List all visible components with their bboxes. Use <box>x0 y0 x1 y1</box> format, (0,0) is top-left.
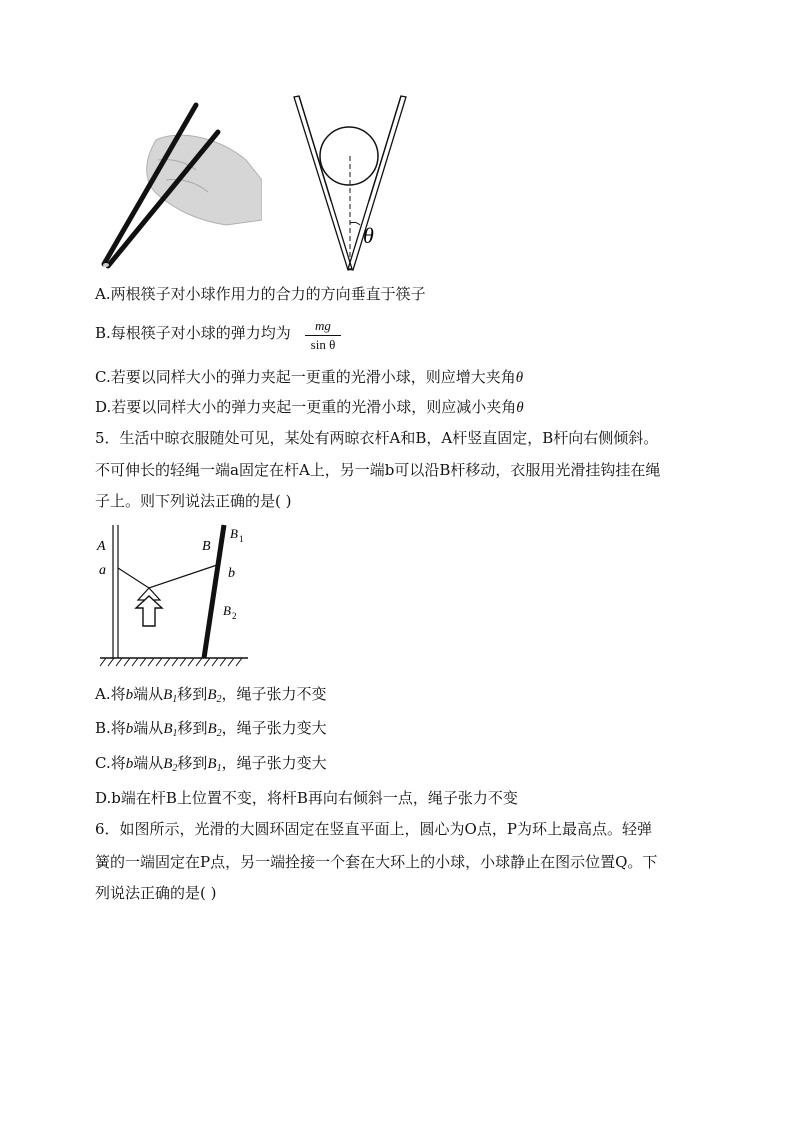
q6-number: 6． <box>95 820 120 838</box>
rope <box>118 564 220 588</box>
q6-stem-line-2: 簧的一端固定在P点，另一端拴接一个套在大环上的小球，小球静止在图示位置Q。下 <box>95 853 658 871</box>
q6-stem-line-1: 6．如图所示，光滑的大圆环固定在竖直平面上，圆心为O点，P为环上最高点。轻弹 <box>95 820 652 838</box>
svg-text:1: 1 <box>239 534 244 544</box>
q5-stem-line-3: 子上。则下列说法正确的是( ) <box>95 492 292 510</box>
q5-stem-line-2: 不可伸长的轻绳一端a固定在杆A上，另一端b可以沿B杆移动，衣服用光滑挂钩挂在绳 <box>95 461 661 479</box>
q4-option-b: B.每根筷子对小球的弹力均为 <box>95 324 291 342</box>
q5-option-b: B.将b端从$B_1$移到$B_2$，绳子张力变大 <box>95 719 327 739</box>
q4-option-b-fraction: mg sin θ <box>303 318 343 353</box>
q5-stem-line-1: 5．生活中晾衣服随处可见，某处有两晾衣杆A和B，A杆竖直固定，B杆向右侧倾斜。 <box>95 429 659 447</box>
svg-text:A: A <box>97 539 106 554</box>
clothesline-diagram <box>92 520 252 668</box>
q4-option-c: C.若要以同样大小的弹力夹起一更重的光滑小球，则应增大夹角θ <box>95 368 524 386</box>
chopsticks-hand-photo <box>96 100 262 272</box>
q5-option-a: A.将b端从$B_1$移到$B_2$，绳子张力不变 <box>95 685 327 705</box>
svg-text:B: B <box>202 539 211 554</box>
svg-text:B: B <box>230 526 238 541</box>
svg-text:a: a <box>99 563 106 578</box>
q6-stem-line-3: 列说法正确的是( ) <box>95 884 217 902</box>
svg-text:B: B <box>223 603 231 618</box>
q5-number: 5． <box>95 429 120 447</box>
q5-option-d: D.b端在杆B上位置不变，将杆B再向右倾斜一点，绳子张力不变 <box>95 789 518 807</box>
svg-text:b: b <box>228 566 235 581</box>
q4-option-d: D.若要以同样大小的弹力夹起一更重的光滑小球，则应减小夹角θ <box>95 398 524 416</box>
q5-option-c: C.将b端从$B_2$移到$B_1$，绳子张力变大 <box>95 754 327 774</box>
ball <box>320 127 378 185</box>
chopsticks-ball-diagram <box>290 93 410 273</box>
svg-text:2: 2 <box>232 611 237 621</box>
theta-label: θ <box>363 223 374 248</box>
q4-option-a: A.两根筷子对小球作用力的合力的方向垂直于筷子 <box>95 285 426 303</box>
